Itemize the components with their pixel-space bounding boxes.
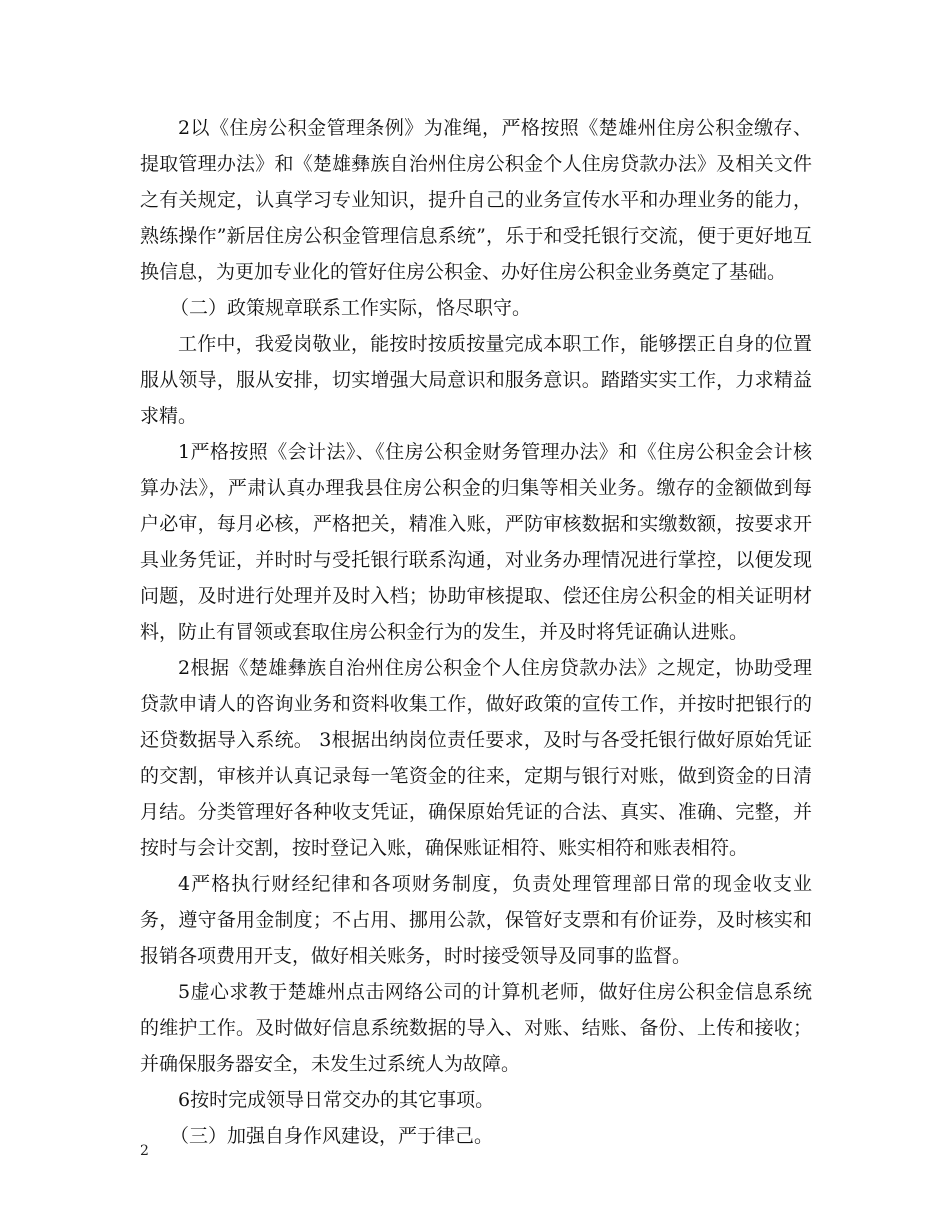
section-heading-3: （三）加强自身作风建设，严于律己。	[170, 1125, 494, 1147]
paragraph-item-2-regulations: 2以《住房公积金管理条例》为准绳，严格按照《楚雄州住房公积金缴存、提取管理办法》和《楚雄彝族自治州住房公积金个人住房贷款办法》及相关文件之有关规定，认真学习专业知识，提升自己的业务宣传水平和办理业务的能力，熟练操作”新居住房公积金管理信息系统”，乐于和受托银行交流，便于更好地互换信息，为更加专业化的管好住房公积金、办好住房公积金业务奠定了基础。	[140, 117, 812, 283]
paragraph-item-6-other-tasks: 6按时完成领导日常交办的其它事项。	[178, 1089, 495, 1111]
paragraph-item-5-system-maintenance: 5虚心求教于楚雄州点击网络公司的计算机老师，做好住房公积金信息系统的维护工作。及时做好信息系统数据的导入、对账、结账、备份、上传和接收；并确保服务器安全，未发生过系统人为故障。	[140, 981, 812, 1075]
paragraph-item-2-3-loans-cashier: 2根据《楚雄彝族自治州住房公积金个人住房贷款办法》之规定，协助受理贷款申请人的咨询业务和资料收集工作，做好政策的宣传工作，并按时把银行的还贷数据导入系统。 3根据出纳岗位责任要求，及时与各受托银行做好原始凭证的交割，审核并认真记录每一笔资金的往来，定期与银行对账，做到资金的日清月结。分类管理好各种收支凭证，确保原始凭证的合法、真实、准确、完整，并按时与会计交割，按时登记入账，确保账证相符、账实相符和账表相符。	[140, 657, 812, 859]
paragraph-item-4-finance-discipline: 4严格执行财经纪律和各项财务制度，负责处理管理部日常的现金收支业务，遵守备用金制度；不占用、挪用公款，保管好支票和有价证券，及时核实和报销各项费用开支，做好相关账务，时时接受领导及同事的监督。	[140, 873, 812, 967]
page-number: 2	[140, 1143, 149, 1159]
paragraph-item-1-accounting: 1严格按照《会计法》、《住房公积金财务管理办法》和《住房公积金会计核算办法》，严肃认真办理我县住房公积金的归集等相关业务。缴存的金额做到每户必审，每月必核，严格把关，精准入账，严防审核数据和实缴数额，按要求开具业务凭证，并时时与受托银行联系沟通，对业务办理情况进行掌控，以便发现问题，及时进行处理并及时入档；协助审核提取、偿还住房公积金的相关证明材料，防止有冒领或套取住房公积金行为的发生，并及时将凭证确认进账。	[140, 441, 812, 643]
paragraph-work-attitude: 工作中，我爱岗敬业，能按时按质按量完成本职工作，能够摆正自身的位置服从领导，服从安排，切实增强大局意识和服务意识。踏踏实实工作，力求精益求精。	[140, 333, 812, 427]
page-body	[140, 110, 812, 1154]
section-heading-2: （二）政策规章联系工作实际，恪尽职守。	[170, 297, 532, 319]
